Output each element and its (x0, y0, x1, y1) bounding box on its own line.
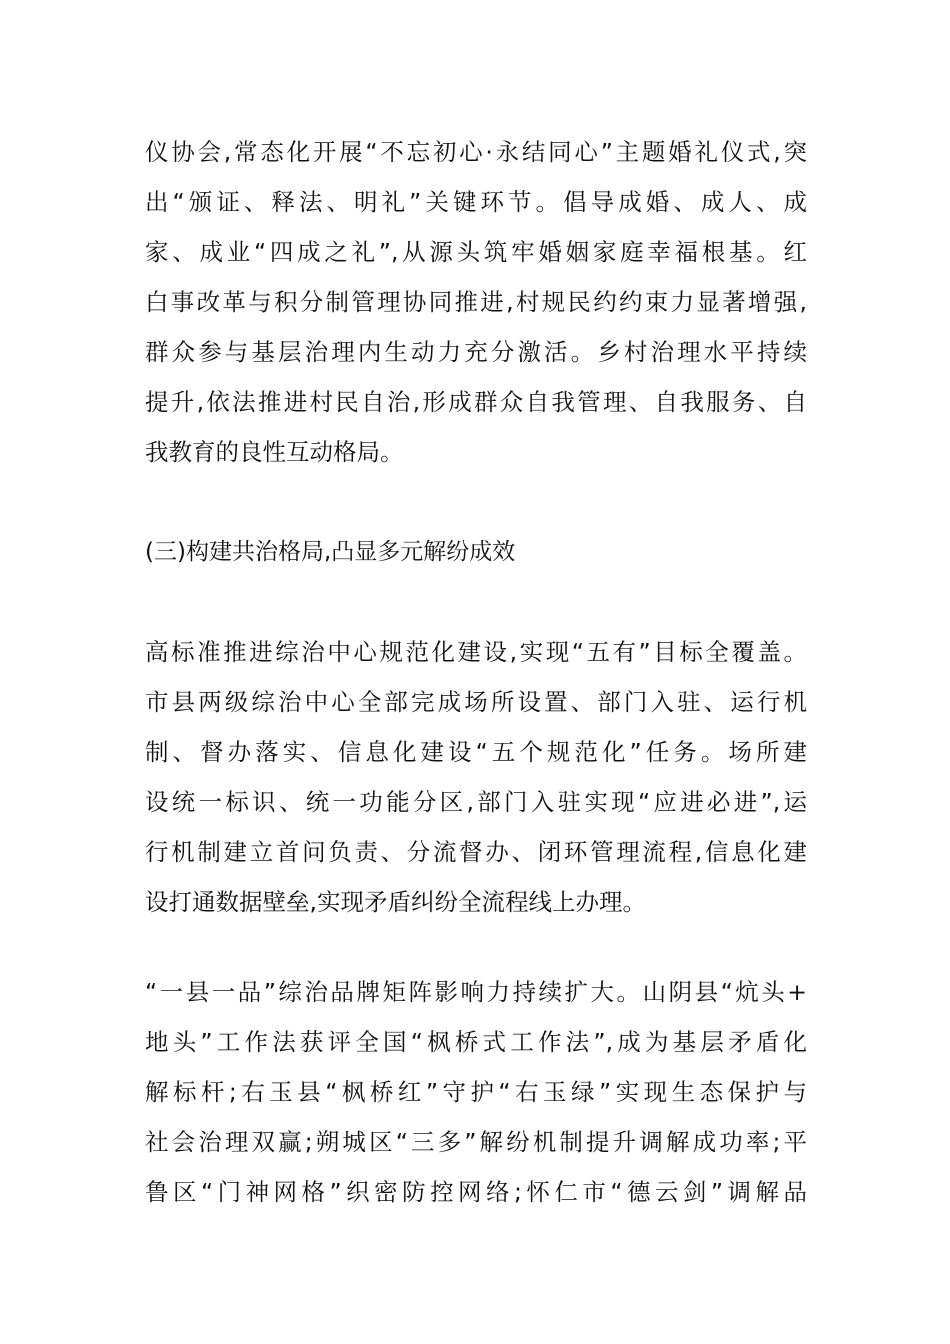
text-line: 设打通数据壁垒,实现矛盾纠纷全流程线上办理。 (145, 888, 646, 916)
text-line: 群众参与基层治理内生动力充分激活。乡村治理水平持续 (145, 338, 807, 366)
text-line: 白事改革与积分制管理协同推进,村规民约约束力显著增强, (145, 288, 807, 316)
text-line: 社会治理双赢;朔城区“三多”解纷机制提升调解成功率;平 (145, 1128, 807, 1156)
section-heading: (三)构建共治格局,凸显多元解纷成效 (145, 539, 516, 565)
text-line: 我教育的良性互动格局。 (145, 438, 404, 466)
text-line: 仪协会,常态化开展“不忘初心·永结同心”主题婚礼仪式,突 (145, 138, 807, 166)
text-line: 设统一标识、统一功能分区,部门入驻实现“应进必进”,运 (145, 788, 807, 816)
paragraph-1 (145, 127, 807, 477)
text-line: 市县两级综治中心全部完成场所设置、部门入驻、运行机 (145, 688, 807, 716)
text-line: 解标杆;右玉县“枫桥红”守护“右玉绿”实现生态保护与 (145, 1078, 807, 1106)
paragraph-2 (145, 627, 807, 927)
text-line: 高标准推进综治中心规范化建设,实现“五有”目标全覆盖。 (145, 638, 807, 666)
paragraph-3 (145, 967, 807, 1217)
text-line: 制、督办落实、信息化建设“五个规范化”任务。场所建 (145, 738, 807, 766)
text-line: “一县一品”综治品牌矩阵影响力持续扩大。山阴县“炕头+ (145, 978, 807, 1006)
text-line: 家、成业“四成之礼”,从源头筑牢婚姻家庭幸福根基。红 (145, 238, 807, 266)
text-line: 提升,依法推进村民自治,形成群众自我管理、自我服务、自 (145, 388, 807, 416)
document-page (145, 127, 807, 1267)
text-line: 鲁区“门神网格”织密防控网络;怀仁市“德云剑”调解品 (145, 1178, 807, 1206)
text-line: 行机制建立首问负责、分流督办、闭环管理流程,信息化建 (145, 838, 807, 866)
text-line: 地头”工作法获评全国“枫桥式工作法”,成为基层矛盾化 (145, 1028, 807, 1056)
text-line: 出“颁证、释法、明礼”关键环节。倡导成婚、成人、成 (145, 188, 807, 216)
